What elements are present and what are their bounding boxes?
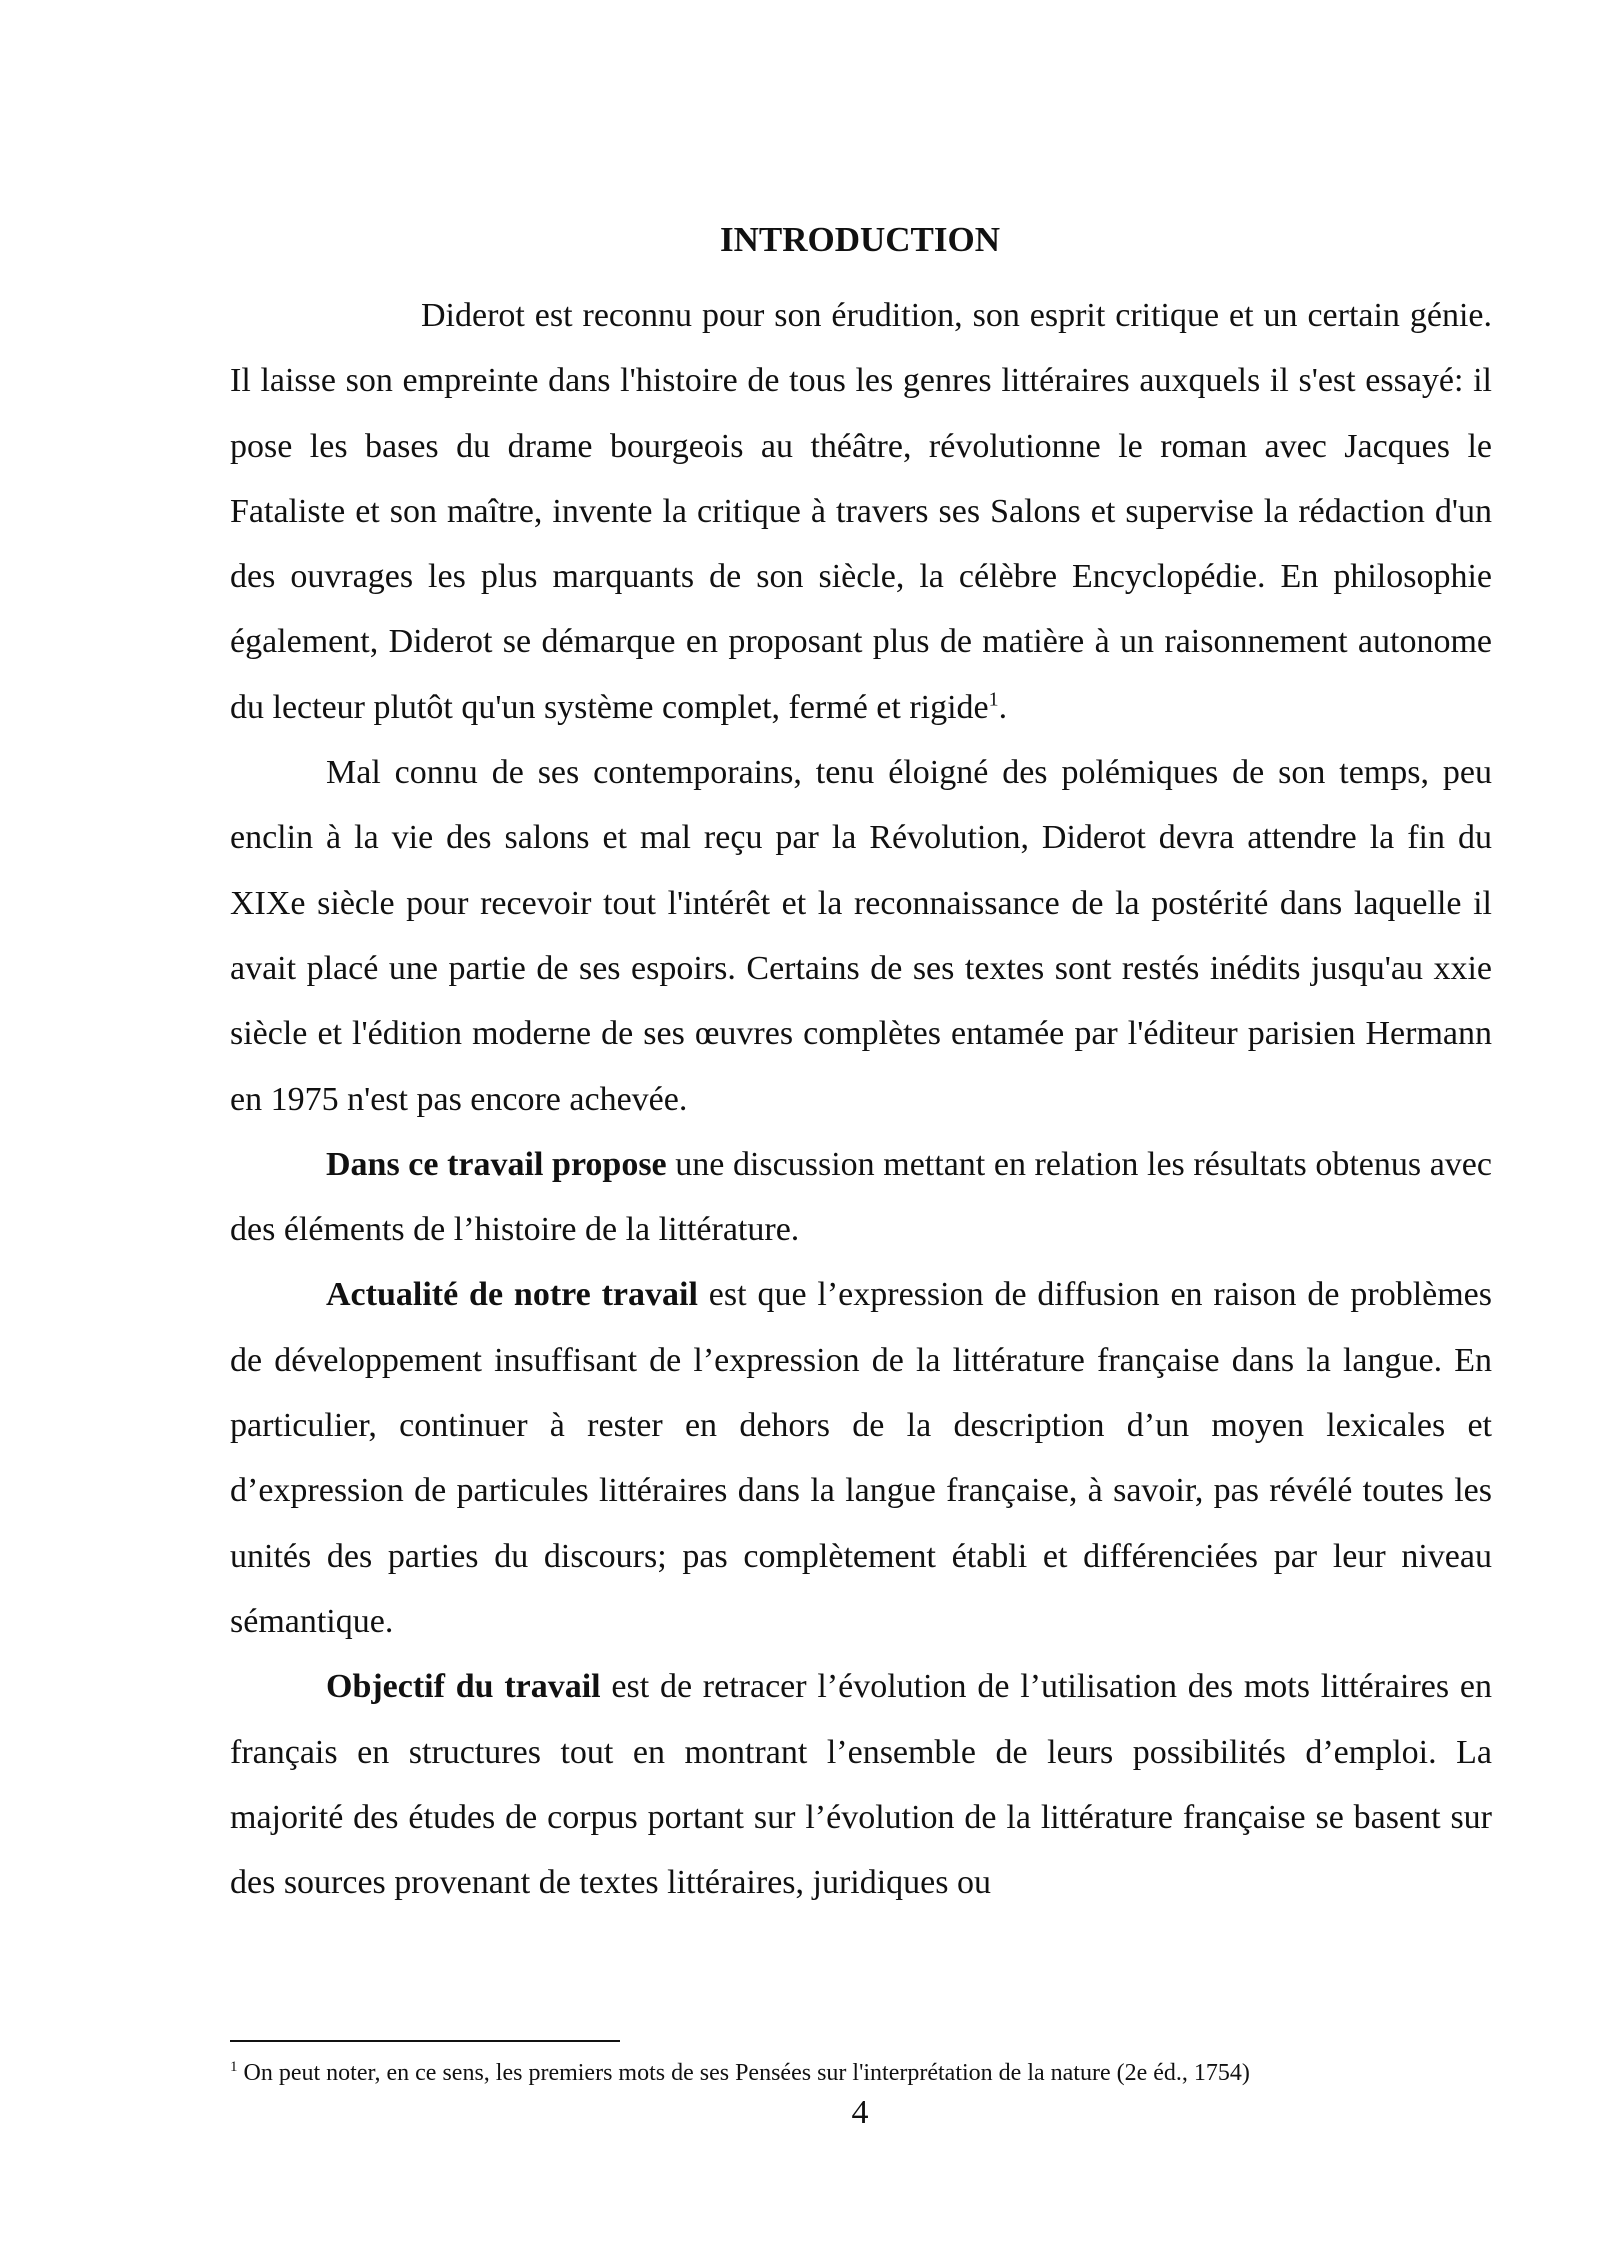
paragraph-3 [230, 1132, 1492, 1263]
page-title: INTRODUCTION [719, 220, 1001, 259]
paragraph-2: Mal connu de ses contemporains, tenu éloigné des polémiques de son temps, peu enclin à la vie des salons et mal reçu par la Révolution, Diderot devra attendre la fin du XIXe siècle pour recevoir tout l'intérêt et la reconnaissance de la postérité dans laquelle il avait placé une partie de ses espoirs. Certains de ses textes sont restés inédits jusqu'au xxie siècle et l'édition moderne de ses œuvres complètes entamée par l'éditeur parisien Hermann en 1975 n'est pas encore achevée. [230, 754, 1492, 1118]
footnote [230, 2058, 1492, 2088]
paragraph-3-text: une discussion mettant en relation les résultats obtenus avec des éléments de l’histoire de la littérature. [230, 1145, 1492, 1249]
body-text [230, 283, 1492, 1915]
paragraph-4-text: est que l’expression de diffusion en raison de problèmes de développement insuffisant de l’expression de la littérature française dans la langue. En particulier, continuer à rester en dehors de la description d’un moyen lexicales et d’expression de particules littéraires dans la langue française, à savoir, pas révélé toutes les unités des parties du discours; pas complètement établi et différenciées par leur niveau sémantique. [230, 1276, 1492, 1640]
paragraph-4-lead: Actualité de notre travail [326, 1276, 698, 1314]
paragraph-5-lead: Objectif du travail [326, 1668, 601, 1706]
paragraph-4 [230, 1262, 1492, 1654]
paragraph-1 [230, 283, 1492, 740]
footnote-number: 1 [230, 2059, 238, 2075]
paragraph-3-lead: Dans ce travail propose [326, 1145, 667, 1183]
page-number: 4 [851, 2094, 869, 2131]
paragraph-5 [230, 1654, 1492, 1915]
paragraph-5-text: est de retracer l’évolution de l’utilisation des mots littéraires en français en structures tout en montrant l’ensemble de leurs possibilités d’emploi. La majorité des études de corpus portant sur l’évolution de la littérature française se basent sur des sources provenant de textes littéraires, juridiques ou [230, 1668, 1492, 1902]
footnote-reference[interactable]: 1 [988, 688, 999, 711]
paragraph-1-end: . [998, 688, 1008, 726]
footnote-separator [230, 2040, 620, 2042]
paragraph-1-text: Diderot est reconnu pour son érudition, son esprit critique et un certain génie. Il laisse son empreinte dans l'histoire de tous les genres littéraires auxquels il s'est essayé: il pose les bases du drame bourgeois au théâtre, révolutionne le roman avec Jacques le Fataliste et son maître, invente la critique à travers ses Salons et supervise la rédaction d'un des ouvrages les plus marquants de son siècle, la célèbre Encyclopédie. En philosophie également, Diderot se démarque en proposant plus de matière à un raisonnement autonome du lecteur plutôt qu'un système complet, fermé et rigide [230, 297, 1492, 726]
footnote-text: On peut noter, en ce sens, les premiers mots de ses Pensées sur l'interprétation de la nature (2e éd., 1754) [243, 2060, 1250, 2086]
